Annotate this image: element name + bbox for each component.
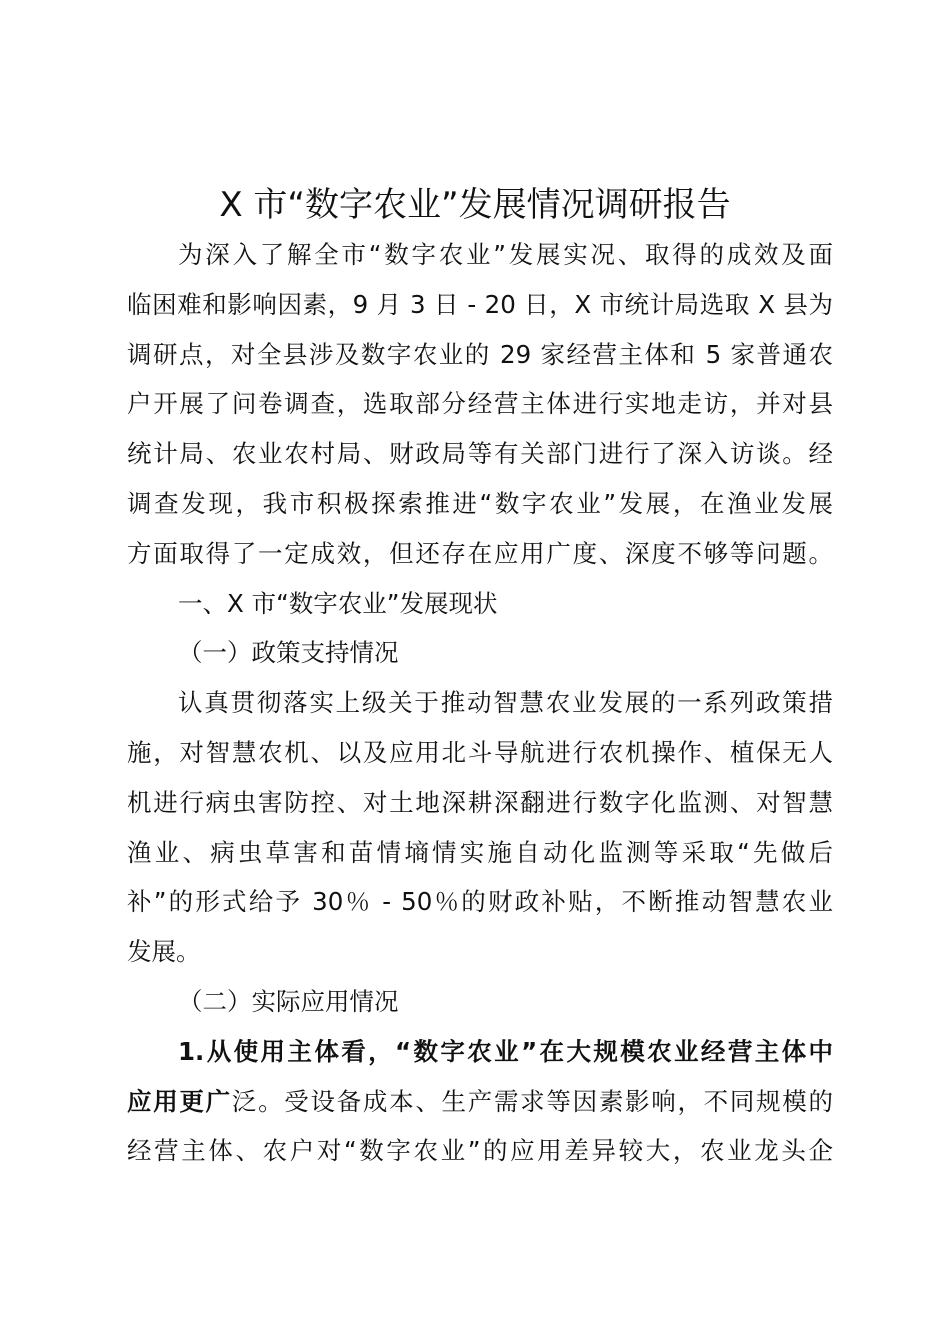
- mixed-text-line: [127, 1077, 833, 1127]
- bold-lead-text: 应用更广: [127, 1086, 232, 1116]
- bold-lead-line: 1.从使用主体看，“数字农业”在大规模农业经营主体中: [178, 1036, 833, 1066]
- section-heading: 一、X 市“数字农业”发展现状: [178, 588, 498, 618]
- text-line: 经营主体、农户对“数字农业”的应用差异较大，农业龙头企: [127, 1136, 833, 1166]
- subsection-heading: （二）实际应用情况: [178, 986, 399, 1016]
- text-line: 户开展了问卷调查，选取部分经营主体进行实地走访，并对县: [127, 389, 833, 419]
- text-line: 调研点，对全县涉及数字农业的 29 家经营主体和 5 家普通农: [127, 339, 833, 369]
- text-line: 临困难和影响因素，9 月 3 日 - 20 日，X 市统计局选取 X 县为: [127, 289, 833, 319]
- text-line: 调查发现，我市积极探索推进“数字农业”发展，在渔业发展: [127, 488, 833, 518]
- text-line: 发展。: [127, 937, 201, 967]
- paragraph-intro: [127, 230, 833, 579]
- text-rest: 泛。受设备成本、生产需求等因素影响，不同规模的: [231, 1086, 834, 1116]
- subsection-heading: （一）政策支持情况: [178, 638, 399, 668]
- text-line: 补”的形式给予 30％ - 50％的财政补贴，不断推动智慧农业: [127, 887, 833, 917]
- text-line: 方面取得了一定成效，但还存在应用广度、深度不够等问题。: [127, 538, 833, 568]
- text-line: 统计局、农业农村局、财政局等有关部门进行了深入访谈。经: [127, 439, 833, 469]
- text-line: 施，对智慧农机、以及应用北斗导航进行农机操作、植保无人: [127, 737, 833, 767]
- paragraph-policy: [127, 678, 833, 977]
- text-line: 渔业、病虫草害和苗情墒情实施自动化监测等采取“先做后: [127, 837, 833, 867]
- text-line: 为深入了解全市“数字农业”发展实况、取得的成效及面: [178, 240, 833, 269]
- document-body: [127, 230, 833, 1176]
- text-line: 认真贯彻落实上级关于推动智慧农业发展的一系列政策措: [178, 688, 833, 718]
- document-title: X 市“数字农业”发展情况调研报告: [219, 185, 731, 225]
- text-line: 机进行病虫害防控、对土地深耕深翻进行数字化监测、对智慧: [127, 787, 833, 817]
- paragraph-usage: [127, 1027, 833, 1176]
